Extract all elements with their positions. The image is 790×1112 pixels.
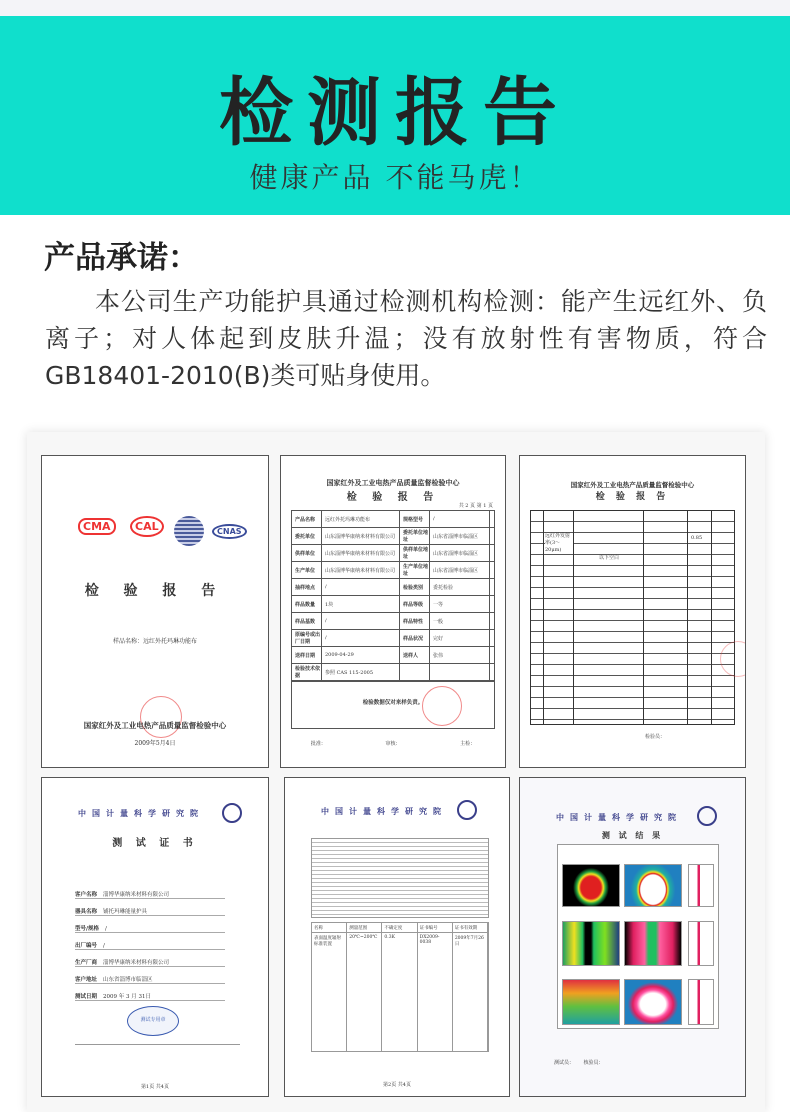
institute-emblem-icon (457, 800, 477, 820)
thermal-image (562, 921, 620, 966)
page-title: 检测报告 (219, 70, 571, 156)
report-page-1[interactable] (280, 455, 506, 768)
table-cell: 委托单位地址 (400, 528, 430, 544)
conclusion-text: 检验数据仅对来样负责。 (362, 700, 424, 706)
field-value: / (105, 926, 107, 932)
table-cell: 2009年7月26日 (453, 933, 488, 1051)
cover-org: 国家红外及工业电热产品质量监督检验中心 (83, 721, 227, 730)
report-table (291, 510, 495, 681)
certificate-field (75, 975, 225, 984)
certificate-field (75, 992, 225, 1001)
institute-emblem-icon (697, 806, 717, 826)
temperature-scale (688, 979, 714, 1025)
field-label: 测试日期 (75, 994, 98, 1000)
table-cell: 张伟 (430, 647, 490, 663)
table-row (292, 562, 494, 579)
certificate-field (75, 941, 225, 950)
field-label: 出厂编号 (75, 943, 98, 949)
signer-labels: 测试员： 核验员： (554, 1060, 604, 1066)
field-label: 生产厂商 (75, 960, 98, 966)
temperature-scale (688, 864, 714, 907)
table-cell: 山东省淄博市临淄区 (430, 562, 490, 578)
table-row (292, 630, 494, 647)
table-row (292, 545, 494, 562)
cal-logo: CAL (130, 516, 164, 537)
certificate-field (75, 907, 225, 916)
table-cell: 山东淄博华康纳米材料有限公司 (322, 545, 400, 561)
table-cell: 送样人 (400, 647, 430, 663)
table-cell: 远红外托玛琳功能布 (322, 511, 400, 527)
table-cell: 样品状况 (400, 630, 430, 646)
table-row (292, 647, 494, 664)
table-cell: 山东淄博华康纳米材料有限公司 (322, 528, 400, 544)
table-cell: 完好 (430, 630, 490, 646)
field-label: 客户地址 (75, 977, 98, 983)
table-cell: 样品等级 (400, 596, 430, 612)
promise-text: 本公司生产功能护具通过检测机构检测：能产生远红外、负离子；对人体起到皮肤升温；没有放射性有害物质，符合GB18401-2010(B)类可贴身使用。 (45, 287, 767, 390)
table-cell: 20℃~200℃ (347, 933, 382, 1051)
temperature-scale (688, 921, 714, 966)
table-cell: 供样单位地址 (400, 545, 430, 561)
table-cell: 送样日期 (292, 647, 322, 663)
certificate-field (75, 958, 225, 967)
page-indicator: 共 2 页 第 1 页 (458, 503, 493, 509)
table-cell: 供样单位 (292, 545, 322, 561)
cover-date: 2009年5月4日 (134, 740, 176, 747)
report-page-2[interactable] (519, 455, 746, 768)
table-cell: 样品数量 (292, 596, 322, 612)
table-row (292, 528, 494, 545)
cnas-logo: CNAS (212, 524, 247, 539)
institute-name: 中国计量科学研究院 (78, 808, 204, 818)
table-row (292, 596, 494, 613)
cover-title: 检 验 报 告 (84, 583, 226, 599)
report-org: 国家红外及工业电热产品质量监督检验中心 (570, 481, 695, 489)
column-header: 不确定度 (382, 923, 417, 932)
field-value: 铺托玛琳能量护具 (103, 909, 148, 915)
signer-main: 主检： (460, 741, 476, 747)
test-value: 0.85 (691, 535, 703, 541)
results-table (530, 510, 735, 725)
blue-stamp (127, 1006, 179, 1036)
table-cell: 一等 (430, 596, 490, 612)
page-footer: 第2页 共4页 (383, 1082, 411, 1088)
table-cell: 检验技术依据 (292, 664, 322, 680)
table-cell (400, 664, 430, 680)
table-cell: / (430, 511, 490, 527)
page-subtitle: 健康产品 不能马虎！ (249, 161, 541, 194)
thermal-image (624, 921, 682, 966)
certificate-title: 测 试 证 书 (112, 838, 198, 849)
table-cell: / (322, 579, 400, 595)
iso-logo-icon (174, 516, 204, 546)
field-value: 2009 年 3 月 31日 (103, 994, 152, 1000)
conclusion-box (291, 681, 495, 729)
column-header: 名称 (312, 923, 347, 932)
table-cell: 生产单位地址 (400, 562, 430, 578)
table-cell: 2009-04-29 (322, 647, 400, 663)
signers (281, 741, 505, 748)
field-value: 淄博华康纳米材料有限公司 (103, 892, 170, 898)
table-cell: 山东省淄博市临淄区 (430, 528, 490, 544)
table-cell: 山东淄博华康纳米材料有限公司 (322, 562, 400, 578)
table-cell: 抽样地点 (292, 579, 322, 595)
report-title: 检 验 报 告 (346, 492, 440, 503)
certificate-page-2[interactable] (284, 777, 510, 1097)
text-block (311, 838, 489, 918)
report-cover[interactable] (41, 455, 269, 768)
column-header: 测量范围 (347, 923, 382, 932)
report-org: 国家红外及工业电热产品质量监督检验中心 (326, 478, 460, 487)
blank-note: 以下空白 (599, 555, 620, 561)
table-cell: 1块 (322, 596, 400, 612)
test-item: 远红外发射率(3～20μm) (545, 533, 573, 554)
promise-heading: 产品承诺： (44, 240, 199, 276)
field-label: 客户名称 (75, 892, 98, 898)
table-row (292, 579, 494, 596)
stamp-text: 测试专用章 (140, 1017, 166, 1023)
table-cell: 产品名称 (292, 511, 322, 527)
table-cell: 参照 CAS 115-2005 (322, 664, 400, 680)
results-title: 测 试 结 果 (601, 830, 664, 840)
header-banner (0, 16, 790, 215)
table-cell: 生产单位 (292, 562, 322, 578)
thermal-test-results[interactable] (519, 777, 746, 1097)
sample-name: 样品名称：远红外托玛琳功能布 (112, 638, 197, 645)
field-value: 淄博华康纳米材料有限公司 (103, 960, 170, 966)
table-cell: 原编号或出厂日期 (292, 630, 322, 646)
calibration-table (311, 922, 489, 1052)
column-header: 证书有效期 (453, 923, 488, 932)
table-cell: DX2009-0038 (418, 933, 453, 1051)
institute-name: 中国计量科学研究院 (556, 812, 682, 822)
table-row (292, 613, 494, 630)
certificate-field (75, 890, 225, 899)
thermal-image (624, 864, 682, 907)
signer-approve: 批准： (310, 741, 326, 747)
table-cell: 样品基数 (292, 613, 322, 629)
table-cell: 表面温度辐射标准装置 (312, 933, 347, 1051)
thermal-grid (557, 844, 719, 1029)
report-title: 检 验 报 告 (595, 492, 670, 502)
signer-review: 审核： (385, 741, 401, 747)
field-value: / (103, 943, 105, 949)
test-certificate[interactable] (41, 777, 269, 1097)
table-cell: 样品特性 (400, 613, 430, 629)
thermal-image (562, 979, 620, 1025)
inspector-label: 检验员： (645, 734, 666, 740)
page-footer: 第1页 共4页 (141, 1084, 169, 1090)
institute-name: 中国计量科学研究院 (321, 806, 447, 816)
certificate-field (75, 924, 225, 933)
table-cell (430, 664, 490, 680)
table-row (292, 664, 494, 681)
field-label: 型号/规格 (75, 926, 100, 932)
table-cell: 检验类别 (400, 579, 430, 595)
table-cell: 委托检验 (430, 579, 490, 595)
table-cell: / (322, 630, 400, 646)
table-row (292, 511, 494, 528)
table-cell: 规格型号 (400, 511, 430, 527)
table-cell: / (322, 613, 400, 629)
column-header: 证书编号 (418, 923, 453, 932)
red-seal-icon (422, 686, 462, 726)
table-cell: 山东省淄博市临淄区 (430, 545, 490, 561)
thermal-image (562, 864, 620, 907)
thermal-image (624, 979, 682, 1025)
field-label: 器具名称 (75, 909, 98, 915)
table-cell: 一般 (430, 613, 490, 629)
top-strip (0, 0, 790, 16)
field-value: 山东省淄博市临淄区 (103, 977, 153, 983)
cma-logo: CMA (78, 518, 116, 535)
red-seal-icon (140, 696, 182, 738)
table-cell: 委托单位 (292, 528, 322, 544)
table-cell: 0.3K (382, 933, 417, 1051)
institute-emblem-icon (222, 803, 242, 823)
